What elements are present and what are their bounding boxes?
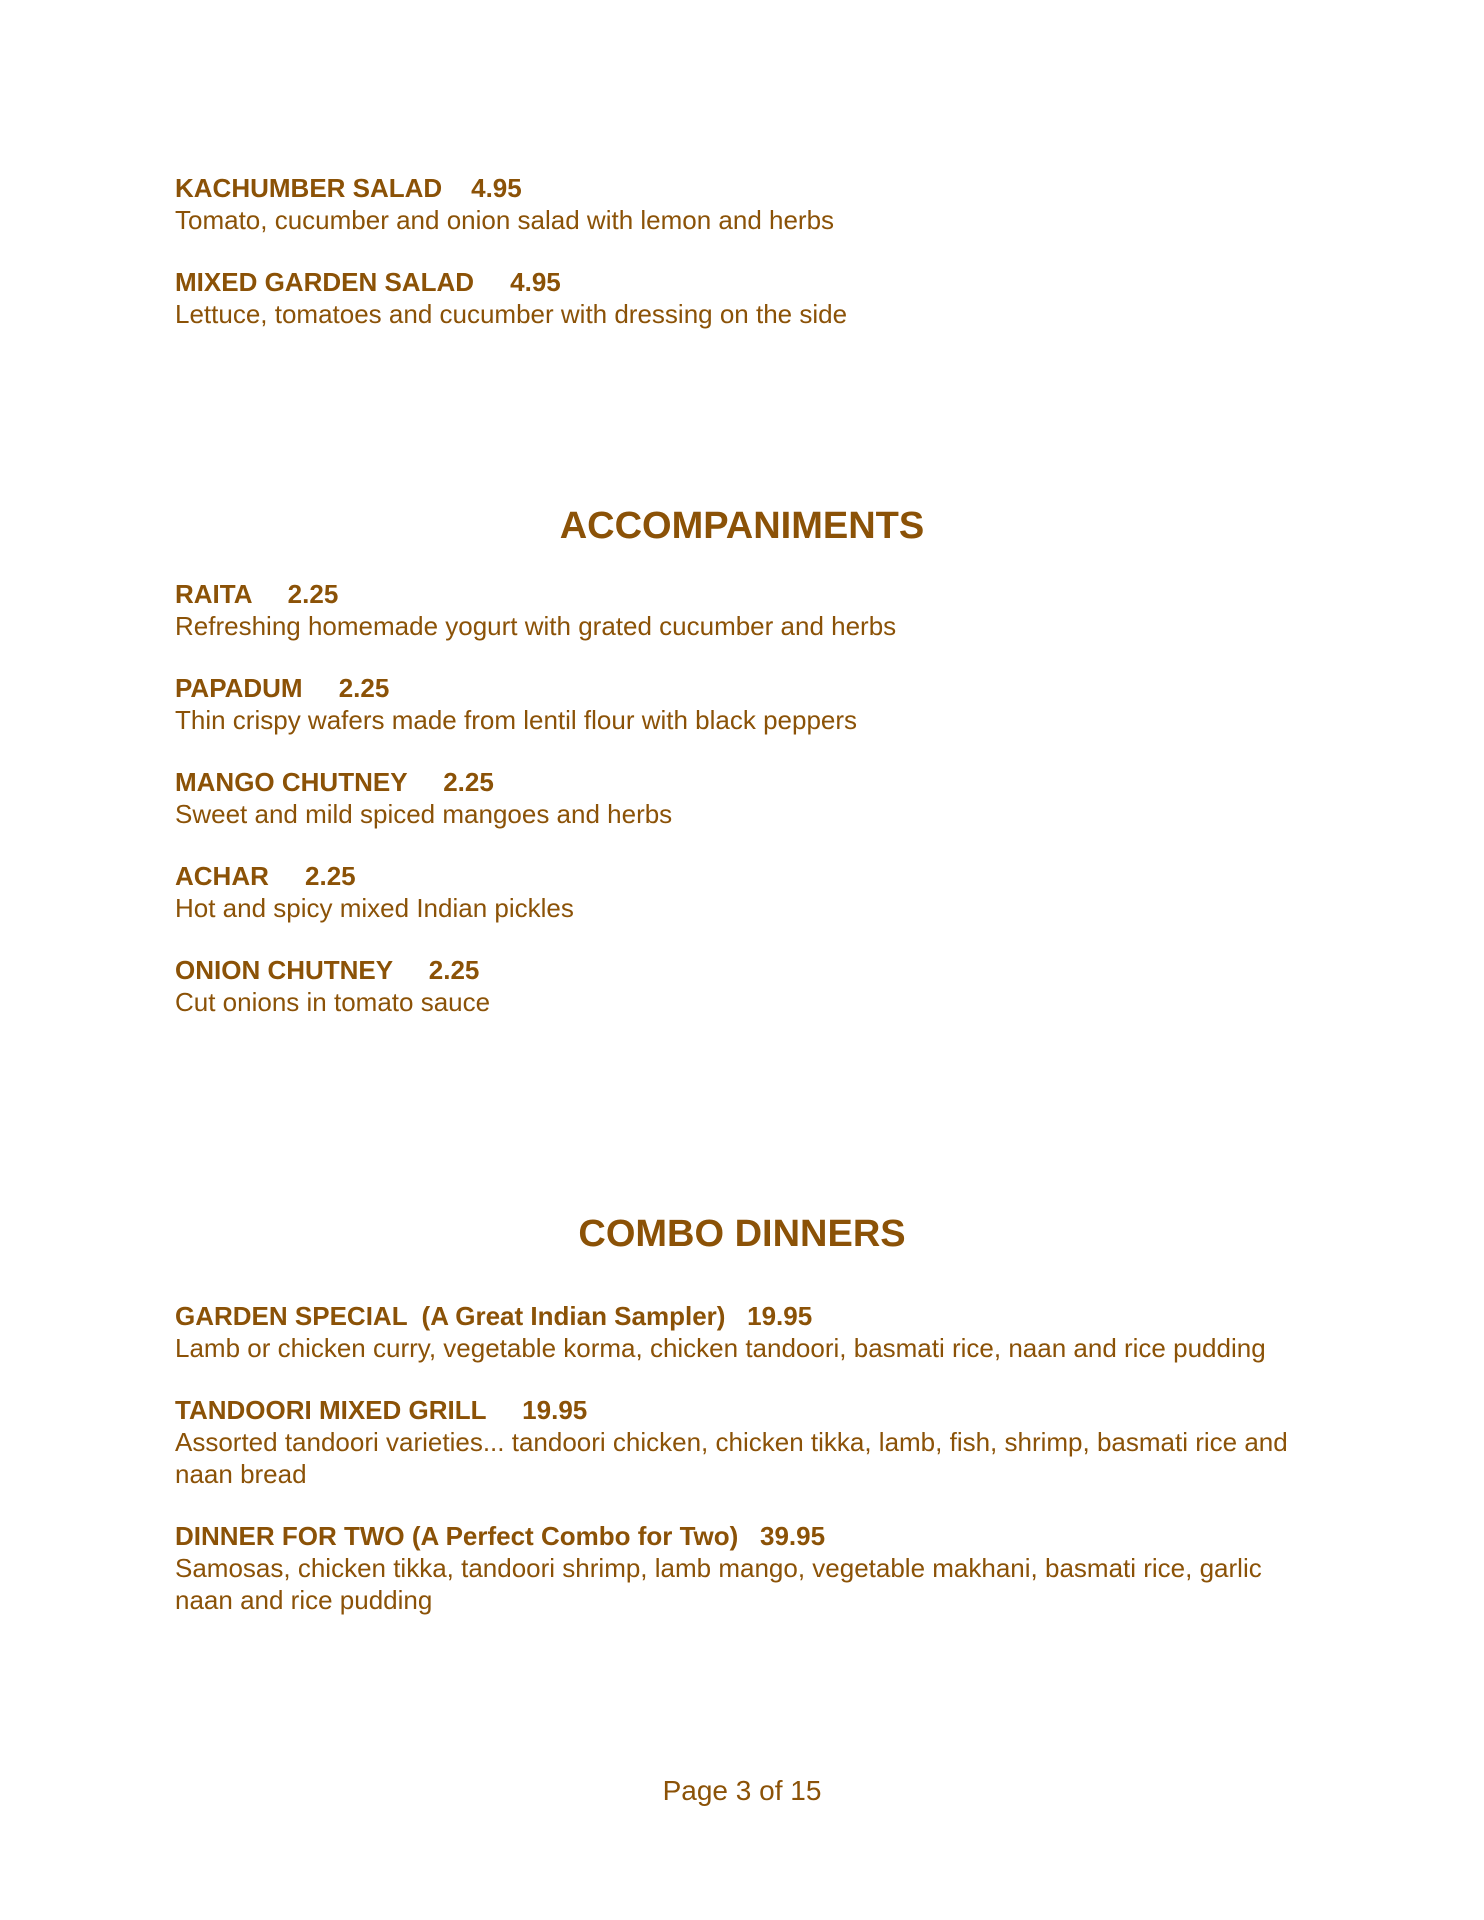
menu-item-header bbox=[175, 172, 1315, 204]
menu-item-name: DINNER FOR TWO (A Perfect Combo for Two) bbox=[175, 1521, 739, 1551]
menu-item-price: 39.95 bbox=[759, 1521, 826, 1551]
menu-item-name: RAITA bbox=[175, 579, 252, 609]
menu-item-header bbox=[175, 578, 1315, 610]
menu-item-price: 19.95 bbox=[522, 1395, 588, 1425]
menu-item bbox=[175, 860, 1315, 924]
menu-item-price: 2.25 bbox=[305, 861, 356, 891]
menu-item-name: PAPADUM bbox=[175, 673, 303, 703]
menu-item bbox=[175, 672, 1315, 736]
menu-item bbox=[175, 766, 1315, 830]
menu-item-description: Thin crispy wafers made from lentil flour with black peppers bbox=[175, 705, 858, 735]
menu-item-description: Samosas, chicken tikka, tandoori shrimp, lamb mango, vegetable makhani, basmati rice, garlic naan and rice pudding bbox=[175, 1553, 1262, 1615]
menu-item-price: 2.25 bbox=[428, 955, 480, 985]
menu-item-name: MIXED GARDEN SALAD bbox=[175, 267, 475, 297]
menu-item-price: 2.25 bbox=[443, 767, 494, 797]
menu-item-header bbox=[175, 1520, 1315, 1552]
page-number: Page 3 of 15 bbox=[662, 1775, 822, 1806]
menu-item-name: GARDEN SPECIAL (A Great Indian Sampler) bbox=[175, 1301, 726, 1331]
menu-item-price: 4.95 bbox=[471, 173, 522, 203]
menu-item-description: Tomato, cucumber and onion salad with lemon and herbs bbox=[175, 205, 835, 235]
accompaniments-section bbox=[175, 578, 1315, 1048]
menu-item-name: ACHAR bbox=[175, 861, 269, 891]
menu-item-description: Sweet and mild spiced mangoes and herbs bbox=[175, 799, 673, 829]
menu-item-description: Cut onions in tomato sauce bbox=[175, 987, 491, 1017]
menu-item-name: MANGO CHUTNEY bbox=[175, 767, 408, 797]
menu-item bbox=[175, 172, 1315, 236]
menu-item-header bbox=[175, 266, 1315, 298]
menu-item bbox=[175, 578, 1315, 642]
menu-item-description: Refreshing homemade yogurt with grated cucumber and herbs bbox=[175, 611, 897, 641]
menu-item-header bbox=[175, 1394, 1315, 1426]
menu-item-name: ONION CHUTNEY bbox=[175, 955, 393, 985]
menu-item-description: Lamb or chicken curry, vegetable korma, chicken tandoori, basmati rice, naan and rice pudding bbox=[175, 1333, 1266, 1363]
menu-item-header bbox=[175, 954, 1315, 986]
section-title-combo-dinners: COMBO DINNERS bbox=[578, 1213, 906, 1255]
menu-item-header bbox=[175, 766, 1315, 798]
menu-item-header bbox=[175, 1300, 1315, 1332]
salads-section bbox=[175, 172, 1315, 360]
menu-item bbox=[175, 266, 1315, 330]
menu-item-price: 2.25 bbox=[338, 673, 390, 703]
menu-item-header bbox=[175, 860, 1315, 892]
menu-item-name: KACHUMBER SALAD bbox=[175, 173, 443, 203]
menu-item-price: 2.25 bbox=[287, 579, 339, 609]
menu-item bbox=[175, 1394, 1315, 1490]
menu-item-price: 19.95 bbox=[747, 1301, 813, 1331]
menu-item-price: 4.95 bbox=[510, 267, 561, 297]
menu-item-name: TANDOORI MIXED GRILL bbox=[175, 1395, 487, 1425]
menu-item-description: Hot and spicy mixed Indian pickles bbox=[175, 893, 574, 923]
section-title-accompaniments: ACCOMPANIMENTS bbox=[559, 505, 925, 547]
menu-item bbox=[175, 1520, 1315, 1616]
menu-item bbox=[175, 1300, 1315, 1364]
menu-item-header bbox=[175, 672, 1315, 704]
combo-dinners-section bbox=[175, 1300, 1315, 1646]
menu-item-description: Assorted tandoori varieties... tandoori chicken, chicken tikka, lamb, fish, shrimp, basmati rice and naan bread bbox=[175, 1427, 1288, 1489]
menu-item-description: Lettuce, tomatoes and cucumber with dressing on the side bbox=[175, 299, 848, 329]
menu-item bbox=[175, 954, 1315, 1018]
